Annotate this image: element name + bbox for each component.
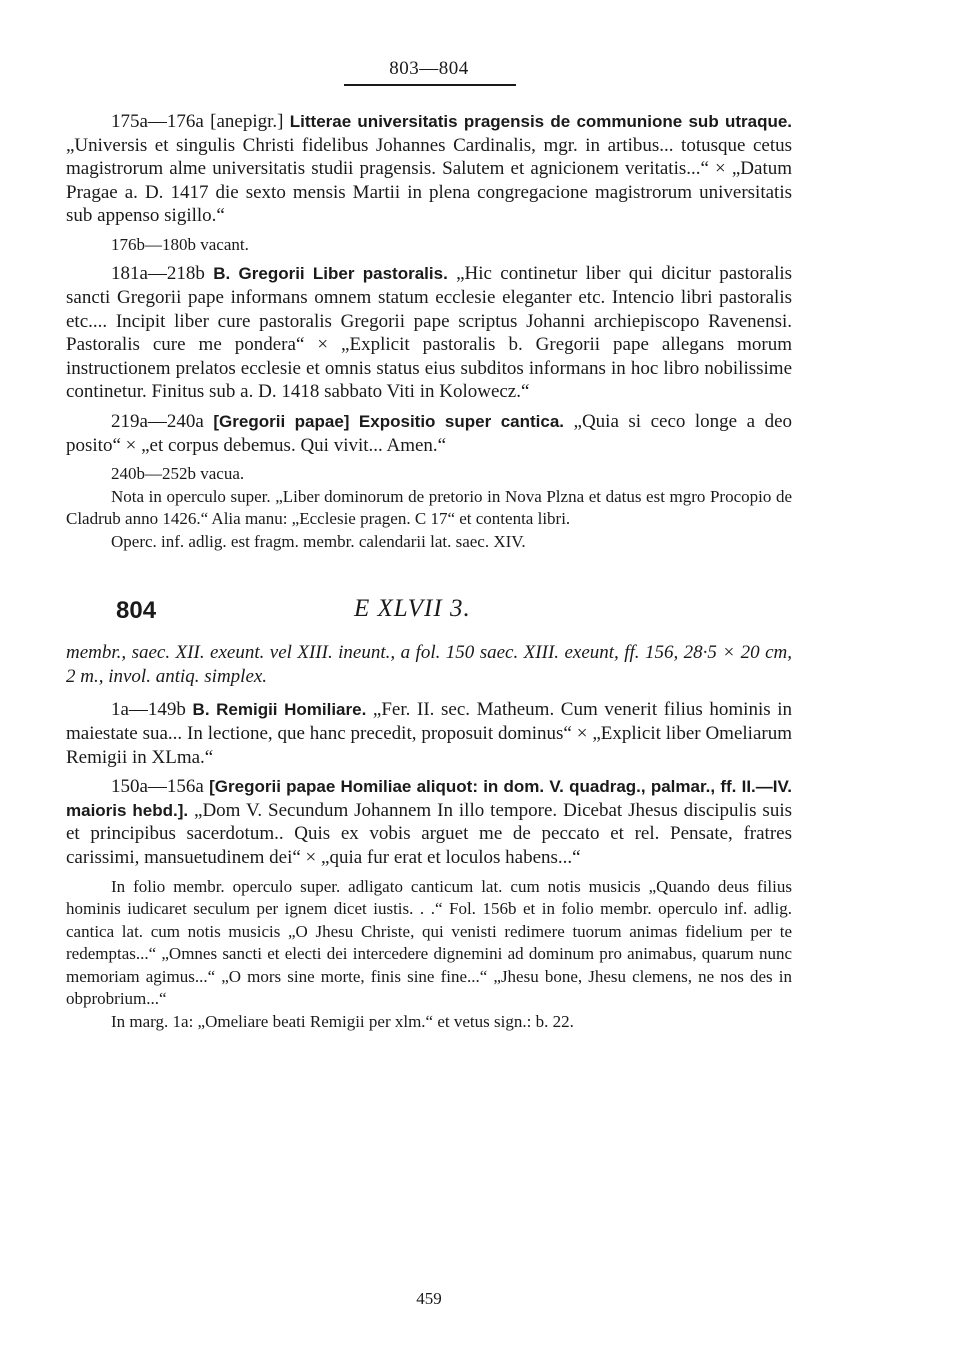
item-title: [Gregorii papae Homiliae aliquot: in dom. V. quadrag., palmar., ff. II.—IV. maioris hebd.]. [66, 777, 792, 820]
item-title: B. Remigii Homiliare. [192, 700, 367, 720]
folio-range: 150a—156a [111, 776, 204, 798]
vacant-note: 176b—180b vacant. [111, 234, 249, 254]
tag: [anepigr.] [210, 111, 284, 132]
item-text: „Universis et singulis Christi fidelibus Johannes Cardinalis, mgr. in artibus... totusque cetus magistrorum alme universitatis studii pragensis. Salutem et agnicionem veritatis...“ × „Datum Pragae a. D. 1417 die sexto mensis Martii in plena congregacione magistrorum universitatis sub appenso sigillo.“ [66, 134, 792, 227]
entry-804-heading [66, 591, 792, 641]
entry-804-part-2 [66, 775, 792, 869]
operculum-note: Operc. inf. adlig. est fragm. membr. calendarii lat. saec. XIV. [111, 531, 526, 551]
margin-note: In marg. 1a: „Omeliare beati Remigii per xlm.“ et vetus sign.: b. 22. [111, 1011, 574, 1031]
item-title: Litterae universitatis pragensis de communione sub utraque. [289, 112, 793, 131]
folio-range: 181a—218b [111, 263, 205, 285]
entry-804-part-1 [66, 698, 792, 769]
item-title: B. Gregorii Liber pastoralis. [213, 264, 448, 284]
entry-number: 804 [116, 597, 157, 625]
item-text: „Dom V. Secundum Johannem In illo tempore. Dicebat Jhesus discipulis suis et principibus sacerdotum.. Quis ex vobis arguet me de peccato et rel. Pensate, fratres carissimi, mansuetudinem dei“ × „quia fur erat et loculos habens...“ [66, 799, 792, 868]
item-text: „Fer. II. sec. Matheum. Cum venerit filius hominis in maiestate sua... In lectione, que hanc precedit, proposuit dominus“ × „Explicit liber Omeliarum Remigii in XLma.“ [66, 699, 793, 768]
page-content [66, 110, 792, 1033]
entry-803-part-3 [66, 410, 792, 457]
entry-803-part-1 [66, 110, 792, 228]
folio-range: 175a—176a [111, 111, 204, 132]
item-text: „Quia si ceco longe a deo posito“ × „et corpus debemus. Qui vivit... Amen.“ [66, 411, 792, 456]
running-header: 803—804 [389, 58, 469, 79]
entry-804-description: membr., saec. XII. exeunt. vel XIII. ineunt., a fol. 150 saec. XIII. exeunt, ff. 156, 28·5 × 20 cm, 2 m., invol. antiq. simplex. [66, 642, 792, 687]
folio-range: 1a—149b [111, 699, 186, 721]
music-note: In folio membr. operculo super. adligato canticum lat. cum notis musicis „Quando deus filius hominis iudicaret seculum per ignem dicet iustis. . .“ Fol. 156b et in folio membr. operculo inf. adlig. cantica lat. cum notis musicis „O Jhesu Christe, qui venisti redimere tuorum animas fidelium per te redemptas...“ „Omnes sancti et electi dei intercedere dignemini ad dominum pro animabus, quarum nunc memoriam agimus...“ „O mors sine morte, finis sine fine...“ „Jhesu bone, Jhesu clemens, ne nos des in obprobrium...“ [66, 876, 792, 1009]
header-rule [344, 84, 516, 86]
entry-803-part-2 [66, 262, 792, 404]
item-title: [Gregorii papae] Expositio super cantica. [213, 412, 565, 432]
entry-signature: E XLVII 3. [354, 595, 471, 623]
vacua-note: 240b—252b vacua. [111, 464, 245, 484]
page-number: 459 [416, 1289, 442, 1308]
item-text: „Hic continetur liber qui dicitur pastoralis sancti Gregorii pape informans omnem statum ecclesie eleganter etc. Intencio libri pastoralis etc.... Incipit liber cure pastoralis Gregorii pape scriptus Johanni archiepiscopo Ravenensi. Pastoralis cure me pondera“ × „Explicit pastoralis b. Gregorii pape allegans morum instructionem prelatos ecclesie et omnis status eius subditos informans in hoc libro nobilissime continetur. Finitus sub a. D. 1418 sabbato Viti in Kolowecz.“ [66, 263, 793, 403]
nota-note: Nota in operculo super. „Liber dominorum de pretorio in Nova Plzna et datus est mgro Procopio de Cladrub anno 1426.“ Alia manu: „Ecclesie pragen. C 17“ et contenta libri. [66, 486, 792, 529]
folio-range: 219a—240a [111, 411, 204, 433]
